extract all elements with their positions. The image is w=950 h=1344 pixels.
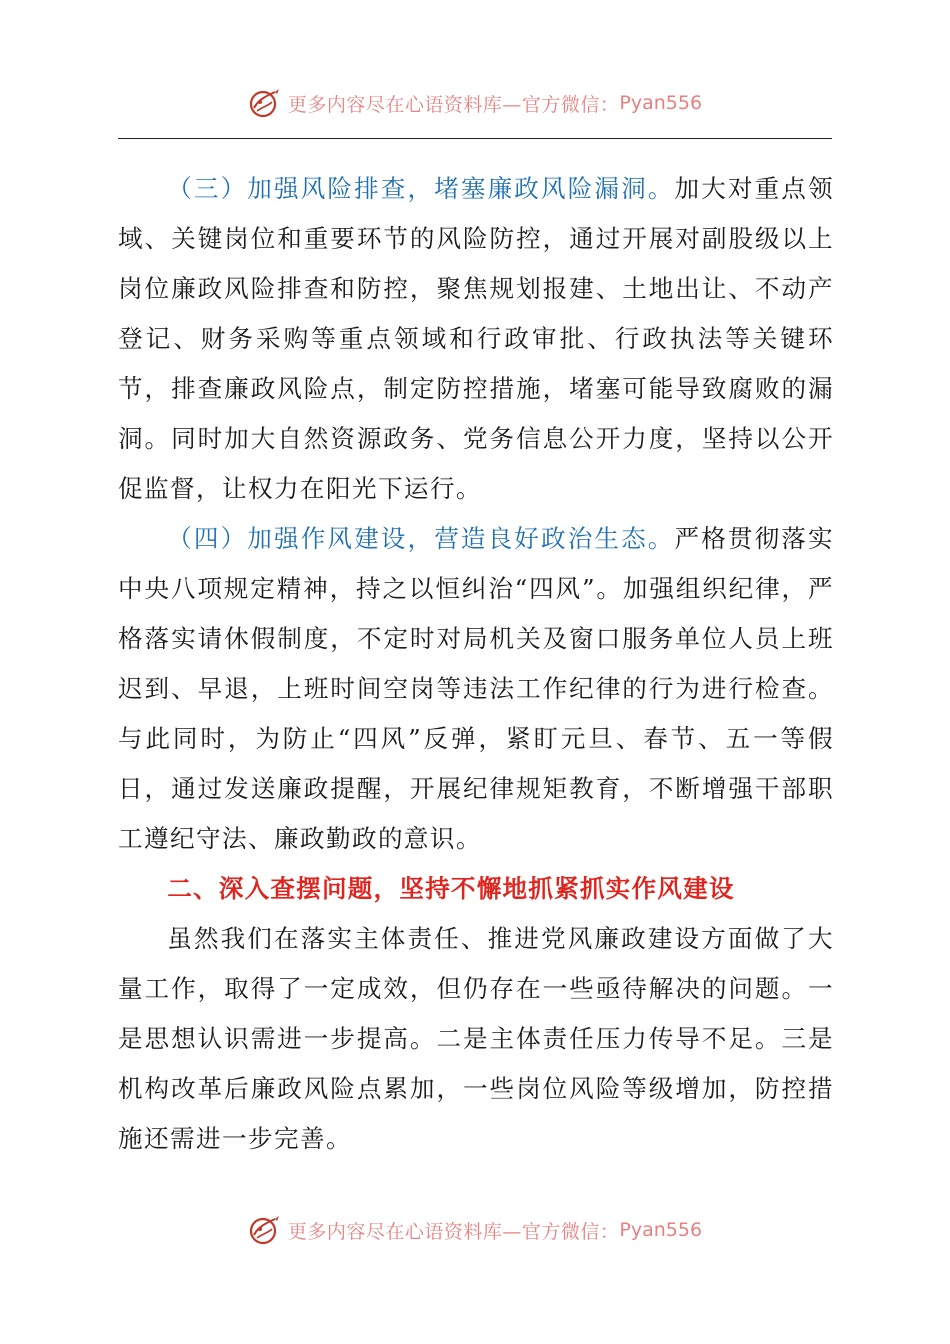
footer-watermark [0,1210,950,1250]
section-3-heading: （三）加强风险排查，堵塞廉政风险漏洞。 [167,174,675,203]
section-4-heading: （四）加强作风建设，营造良好政治生态。 [167,524,675,553]
watermark-wechat-id: Pyan556 [619,92,703,114]
watermark-wechat-id: Pyan556 [619,1219,703,1241]
section-4-paragraph [118,514,834,864]
part-2-body: 虽然我们在落实主体责任、推进党风廉政建设方面做了大量工作，取得了一定成效，但仍存在一些亟待解决的问题。一是思想认识需进一步提高。二是主体责任压力传导不足。三是机构改革后廉政风险点累加，一些岗位风险等级增加，防控措施还需进一步完善。 [118,924,834,1153]
header-divider [118,138,832,139]
document-body [118,164,834,1164]
section-3-paragraph [118,164,834,514]
pen-logo-icon [248,1213,282,1247]
header-watermark [0,83,950,123]
watermark-text: 更多内容尽在心语资料库—官方微信： [287,93,620,116]
section-3-body: 加大对重点领域、关键岗位和重要环节的风险防控，通过开展对副股级以上岗位廉政风险排查和防控，聚焦规划报建、土地出让、不动产登记、财务采购等重点领域和行政审批、行政执法等关键环节，排查廉政风险点，制定防控措施，堵塞可能导致腐败的漏洞。同时加大自然资源政务、党务信息公开力度，坚持以公开促监督，让权力在阳光下运行。 [118,174,834,503]
watermark-text: 更多内容尽在心语资料库—官方微信： [287,1220,620,1243]
pen-logo-icon [248,86,282,120]
section-4-body: 严格贯彻落实中央八项规定精神，持之以恒纠治“四风”。加强组织纪律，严格落实请休假制度，不定时对局机关及窗口服务单位人员上班迟到、早退，上班时间空岗等违法工作纪律的行为进行检查。与此同时，为防止“四风”反弹，紧盯元旦、春节、五一等假日，通过发送廉政提醒，开展纪律规矩教育，不断增强干部职工遵纪守法、廉政勤政的意识。 [118,524,834,853]
part-2-heading: 二、深入查摆问题，坚持不懈地抓紧抓实作风建设 [167,874,735,903]
